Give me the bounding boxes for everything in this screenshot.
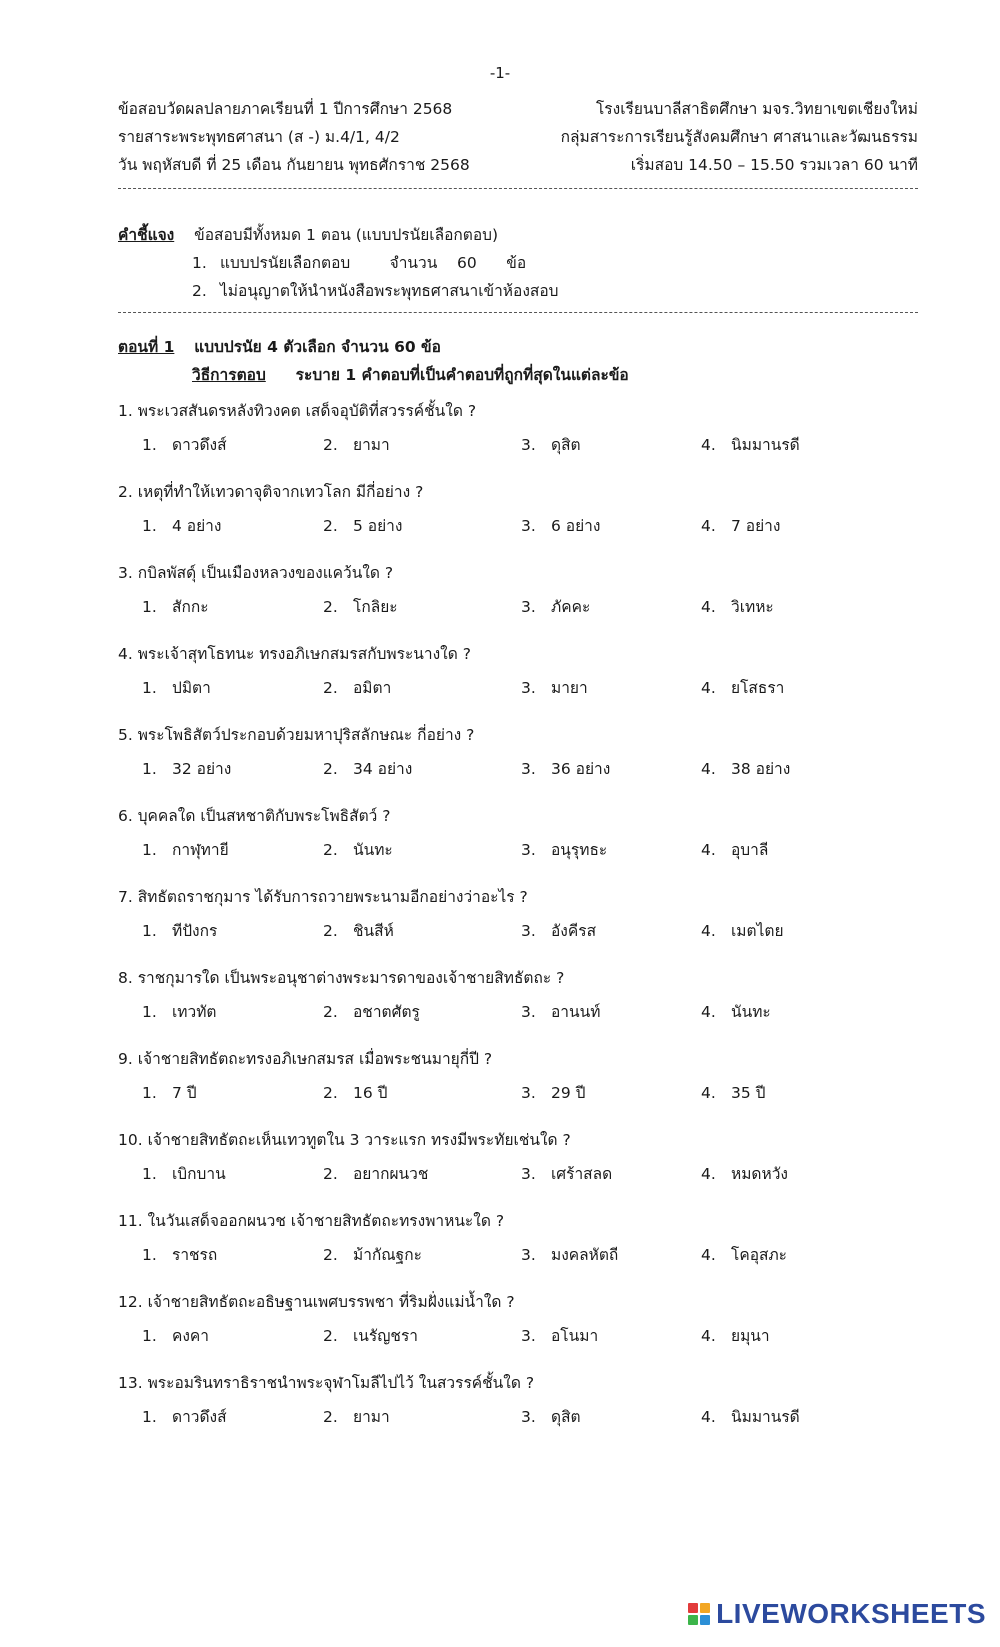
answer-option-text: ปมิตา [172,679,211,697]
liveworksheets-brand [688,1599,986,1629]
question-item [118,641,938,701]
question-stem: 12. เจ้าชายสิทธัตถะอธิษฐานเพศบรรพชา ที่ริมฝั่งแม่น้ำใด ? [118,1293,515,1311]
answer-options [118,756,938,782]
answer-option-1[interactable] [142,1404,227,1429]
answer-options [118,918,938,944]
instructions-item-number: 2. [192,282,207,300]
question-stem: 13. พระอมรินทราธิราชนำพระจุฬาโมลีไปไว้ ในสวรรค์ชั้นใด ? [118,1374,535,1392]
question-stem: 5. พระโพธิสัตว์ประกอบด้วยมหาปุริสลักษณะ กี่อย่าง ? [118,726,475,744]
answer-option-text: อานนท์ [551,1003,601,1021]
answer-option-3[interactable] [521,594,590,619]
answer-option-number: 2. [323,922,338,940]
answer-option-3[interactable] [521,675,588,700]
answer-option-text: 5 อย่าง [353,517,403,535]
answer-option-number: 4. [701,1327,716,1345]
answer-option-text: กาฬุทายี [172,841,229,859]
answer-method [192,362,629,387]
question-item [118,1127,938,1187]
answer-option-number: 3. [521,436,536,454]
instructions-text: ข้อสอบมีทั้งหมด 1 ตอน (แบบปรนัยเลือกตอบ) [194,226,499,244]
answer-option-number: 4. [701,1408,716,1426]
answer-option-text: มงคลหัตถี [551,1246,619,1264]
answer-option-text: โกลิยะ [353,598,398,616]
answer-option-text: ดาวดึงส์ [172,1408,227,1426]
answer-option-4[interactable] [701,1161,788,1186]
answer-option-number: 1. [142,1327,157,1345]
answer-options [118,1323,938,1349]
brand-wordmark: LIVEWORKSHEETS [716,1598,986,1629]
answer-option-3[interactable] [521,1080,586,1105]
answer-option-number: 1. [142,517,157,535]
logo-square [688,1615,698,1625]
header-exam-title: ข้อสอบวัดผลปลายภาคเรียนที่ 1 ปีการศึกษา 2568 [118,100,453,118]
logo-square [688,1603,698,1613]
answer-option-number: 3. [521,1246,536,1264]
answer-option-text: 7 ปี [172,1084,197,1102]
answer-option-text: นิมมานรดี [731,1408,800,1426]
answer-option-number: 2. [323,1246,338,1264]
answer-option-4[interactable] [701,675,784,700]
answer-option-3[interactable] [521,1242,618,1267]
answer-options [118,432,938,458]
answer-option-text: มายา [551,679,588,697]
liveworksheets-logo-icon [688,1603,710,1625]
answer-option-number: 4. [701,760,716,778]
answer-options [118,1080,938,1106]
answer-option-number: 2. [323,436,338,454]
header-subject: รายสาระพระพุทธศาสนา (ส -) ม.4/1, 4/2 [118,128,400,146]
answer-option-text: เศร้าสลด [551,1165,613,1183]
question-stem: 2. เหตุที่ทำให้เทวดาจุติจากเทวโลก มีกี่อย่าง ? [118,483,424,501]
answer-option-2[interactable] [323,1323,418,1348]
answer-option-3[interactable] [521,1323,598,1348]
instructions-label: คำชี้แจง [118,226,175,244]
answer-option-number: 1. [142,598,157,616]
question-item [118,1046,938,1106]
answer-options [118,513,938,539]
header-school-name: โรงเรียนบาลีสาธิตศึกษา มจร.วิทยาเขตเชียงใหม่ [595,100,918,118]
answer-option-text: อชาตศัตรู [353,1003,420,1021]
question-stem: 3. กบิลพัสดุ์ เป็นเมืองหลวงของแคว้นใด ? [118,564,394,582]
question-item [118,560,938,620]
answer-option-2[interactable] [323,513,402,538]
answer-method-label: วิธีการตอบ [192,366,266,384]
answer-option-number: 4. [701,1003,716,1021]
answer-method-text: ระบาย 1 คำตอบที่เป็นคำตอบที่ถูกที่สุดในแต่ละข้อ [295,366,629,384]
answer-option-number: 4. [701,1246,716,1264]
answer-option-text: 4 อย่าง [172,517,222,535]
answer-option-number: 1. [142,1246,157,1264]
answer-option-1[interactable] [142,513,221,538]
answer-options [118,837,938,863]
answer-option-text: คงคา [172,1327,210,1345]
answer-option-text: 16 ปี [353,1084,388,1102]
answer-option-2[interactable] [323,999,420,1024]
answer-option-text: นันทะ [731,1003,771,1021]
answer-option-4[interactable] [701,594,774,619]
question-stem: 11. ในวันเสด็จออกผนวช เจ้าชายสิทธัตถะทรงพาหนะใด ? [118,1212,505,1230]
question-item [118,479,938,539]
question-stem: 4. พระเจ้าสุทโธทนะ ทรงอภิเษกสมรสกับพระนางใด ? [118,645,471,663]
answer-option-1[interactable] [142,756,231,781]
answer-option-number: 4. [701,922,716,940]
question-item [118,1208,938,1268]
answer-option-number: 2. [323,1084,338,1102]
answer-option-text: หมดหวัง [731,1165,788,1183]
answer-option-4[interactable] [701,1323,770,1348]
answer-option-text: อนุรุทธะ [551,841,608,859]
answer-option-text: 35 ปี [731,1084,766,1102]
answer-option-number: 1. [142,841,157,859]
answer-option-2[interactable] [323,1242,422,1267]
part-heading [118,334,441,359]
answer-options [118,1242,938,1268]
answer-option-text: วิเทหะ [731,598,774,616]
answer-option-number: 1. [142,436,157,454]
answer-option-number: 4. [701,679,716,697]
answer-option-3[interactable] [521,837,607,862]
answer-option-2[interactable] [323,675,391,700]
answer-option-2[interactable] [323,918,394,943]
answer-option-number: 3. [521,1408,536,1426]
answer-option-4[interactable] [701,1404,800,1429]
answer-options [118,999,938,1025]
question-item [118,722,938,782]
answer-option-number: 1. [142,922,157,940]
answer-option-1[interactable] [142,1080,197,1105]
answer-option-text: เบิกบาน [172,1165,226,1183]
question-item [118,1370,938,1430]
instructions-item-text: แบบปรนัยเลือกตอบ จำนวน 60 ข้อ [220,254,527,272]
answer-option-text: อมิตา [353,679,392,697]
question-stem: 7. สิทธัตถราชกุมาร ได้รับการถวายพระนามอีกอย่างว่าอะไร ? [118,888,528,906]
answer-option-number: 1. [142,1084,157,1102]
answer-option-4[interactable] [701,432,800,457]
answer-options [118,675,938,701]
question-stem: 9. เจ้าชายสิทธัตถะทรงอภิเษกสมรส เมื่อพระชนมายุกี่ปี ? [118,1050,493,1068]
answer-option-text: อโนมา [551,1327,599,1345]
answer-option-text: 38 อย่าง [731,760,791,778]
answer-option-text: 32 อย่าง [172,760,232,778]
answer-option-3[interactable] [521,918,596,943]
answer-option-4[interactable] [701,756,790,781]
answer-option-text: 6 อย่าง [551,517,601,535]
instructions-item [192,250,526,275]
part-label: ตอนที่ 1 [118,338,175,356]
answer-option-4[interactable] [701,999,771,1024]
answer-option-1[interactable] [142,837,229,862]
answer-option-text: ภัคคะ [551,598,591,616]
answer-option-1[interactable] [142,1242,217,1267]
answer-option-number: 2. [323,841,338,859]
answer-option-3[interactable] [521,513,600,538]
answer-option-text: อังคีรส [551,922,597,940]
answer-option-text: เนรัญชรา [353,1327,418,1345]
answer-option-number: 4. [701,517,716,535]
question-item [118,398,938,458]
answer-option-number: 3. [521,1003,536,1021]
question-item [118,1289,938,1349]
header-date: วัน พฤหัสบดี ที่ 25 เดือน กันยายน พุทธศักราช 2568 [118,156,470,174]
answer-option-text: ดุสิต [551,1408,581,1426]
answer-option-number: 1. [142,1165,157,1183]
answer-option-3[interactable] [521,756,610,781]
answer-option-3[interactable] [521,1404,581,1429]
answer-option-text: ชินสีห์ [353,922,394,940]
question-item [118,884,938,944]
answer-option-text: เมตไตย [731,922,784,940]
answer-option-number: 3. [521,517,536,535]
answer-option-number: 2. [323,760,338,778]
logo-square [700,1615,710,1625]
answer-option-number: 2. [323,1408,338,1426]
question-stem: 1. พระเวสสันดรหลังทิวงคต เสด็จอุบัติที่สวรรค์ชั้นใด ? [118,402,477,420]
answer-option-text: โคอุสภะ [731,1246,788,1264]
answer-option-text: ยโสธรา [731,679,785,697]
answer-option-text: นิมมานรดี [731,436,800,454]
answer-option-1[interactable] [142,1323,209,1348]
answer-option-4[interactable] [701,513,780,538]
instructions-item-text: ไม่อนุญาตให้นำหนังสือพระพุทธศาสนาเข้าห้องสอบ [220,282,559,300]
answer-option-3[interactable] [521,999,600,1024]
answer-option-number: 1. [142,679,157,697]
answer-option-number: 2. [323,1165,338,1183]
divider-middle [118,312,918,313]
answer-option-2[interactable] [323,1161,428,1186]
instructions-heading [118,222,498,247]
answer-option-text: นันทะ [353,841,393,859]
divider-top [118,188,918,189]
answer-option-number: 3. [521,1084,536,1102]
question-stem: 10. เจ้าชายสิทธัตถะเห็นเทวทูตใน 3 วาระแรก ทรงมีพระทัยเช่นใด ? [118,1131,571,1149]
answer-option-number: 4. [701,1084,716,1102]
answer-option-3[interactable] [521,1161,612,1186]
answer-option-number: 3. [521,598,536,616]
answer-option-2[interactable] [323,432,390,457]
answer-option-3[interactable] [521,432,581,457]
instructions-item [192,278,559,303]
answer-option-text: ดาวดึงส์ [172,436,227,454]
answer-option-number: 1. [142,1003,157,1021]
answer-option-1[interactable] [142,999,217,1024]
answer-option-4[interactable] [701,918,784,943]
answer-option-number: 2. [323,598,338,616]
question-item [118,965,938,1025]
answer-option-number: 4. [701,598,716,616]
answer-option-2[interactable] [323,1404,390,1429]
answer-option-2[interactable] [323,756,412,781]
answer-option-number: 3. [521,841,536,859]
answer-option-1[interactable] [142,918,217,943]
answer-option-number: 4. [701,841,716,859]
answer-option-number: 4. [701,436,716,454]
answer-option-1[interactable] [142,675,211,700]
answer-option-text: 36 อย่าง [551,760,611,778]
answer-options [118,1404,938,1430]
part-title: แบบปรนัย 4 ตัวเลือก จำนวน 60 ข้อ [194,338,441,356]
answer-option-text: 34 อย่าง [353,760,413,778]
answer-option-4[interactable] [701,837,768,862]
question-item [118,803,938,863]
answer-option-number: 2. [323,517,338,535]
answer-options [118,1161,938,1187]
answer-option-4[interactable] [701,1080,766,1105]
answer-option-text: สักกะ [172,598,209,616]
answer-option-number: 3. [521,1327,536,1345]
answer-option-text: เทวทัต [172,1003,217,1021]
answer-option-number: 1. [142,1408,157,1426]
header-department: กลุ่มสาระการเรียนรู้สังคมศึกษา ศาสนาและวัฒนธรรม [560,128,918,146]
answer-option-number: 1. [142,760,157,778]
answer-option-text: 29 ปี [551,1084,586,1102]
answer-option-1[interactable] [142,432,227,457]
answer-option-text: ยมุนา [731,1327,770,1345]
answer-options [118,594,938,620]
answer-option-text: อยากผนวช [353,1165,429,1183]
answer-option-number: 3. [521,1165,536,1183]
answer-option-text: ยามา [353,436,390,454]
answer-option-2[interactable] [323,837,393,862]
question-stem: 8. ราชกุมารใด เป็นพระอนุชาต่างพระมารดาของเจ้าชายสิทธัตถะ ? [118,969,565,987]
answer-option-number: 3. [521,679,536,697]
answer-option-2[interactable] [323,1080,388,1105]
page-number: -1- [489,64,511,82]
answer-option-text: อุบาลี [731,841,769,859]
answer-option-number: 2. [323,679,338,697]
answer-option-number: 4. [701,1165,716,1183]
answer-option-number: 2. [323,1327,338,1345]
answer-option-2[interactable] [323,594,398,619]
answer-option-number: 3. [521,760,536,778]
answer-option-text: ยามา [353,1408,390,1426]
answer-option-4[interactable] [701,1242,787,1267]
header-time: เริ่มสอบ 14.50 – 15.50 รวมเวลา 60 นาที [630,156,918,174]
answer-option-1[interactable] [142,594,209,619]
answer-option-text: 7 อย่าง [731,517,781,535]
question-stem: 6. บุคคลใด เป็นสหชาติกับพระโพธิสัตว์ ? [118,807,391,825]
answer-option-number: 3. [521,922,536,940]
instructions-item-number: 1. [192,254,207,272]
answer-option-text: ม้ากัณฐกะ [353,1246,422,1264]
logo-square [700,1603,710,1613]
answer-option-text: ราชรถ [172,1246,218,1264]
answer-option-text: ดุสิต [551,436,581,454]
answer-option-1[interactable] [142,1161,226,1186]
answer-option-text: ทีปังกร [172,922,218,940]
answer-option-number: 2. [323,1003,338,1021]
